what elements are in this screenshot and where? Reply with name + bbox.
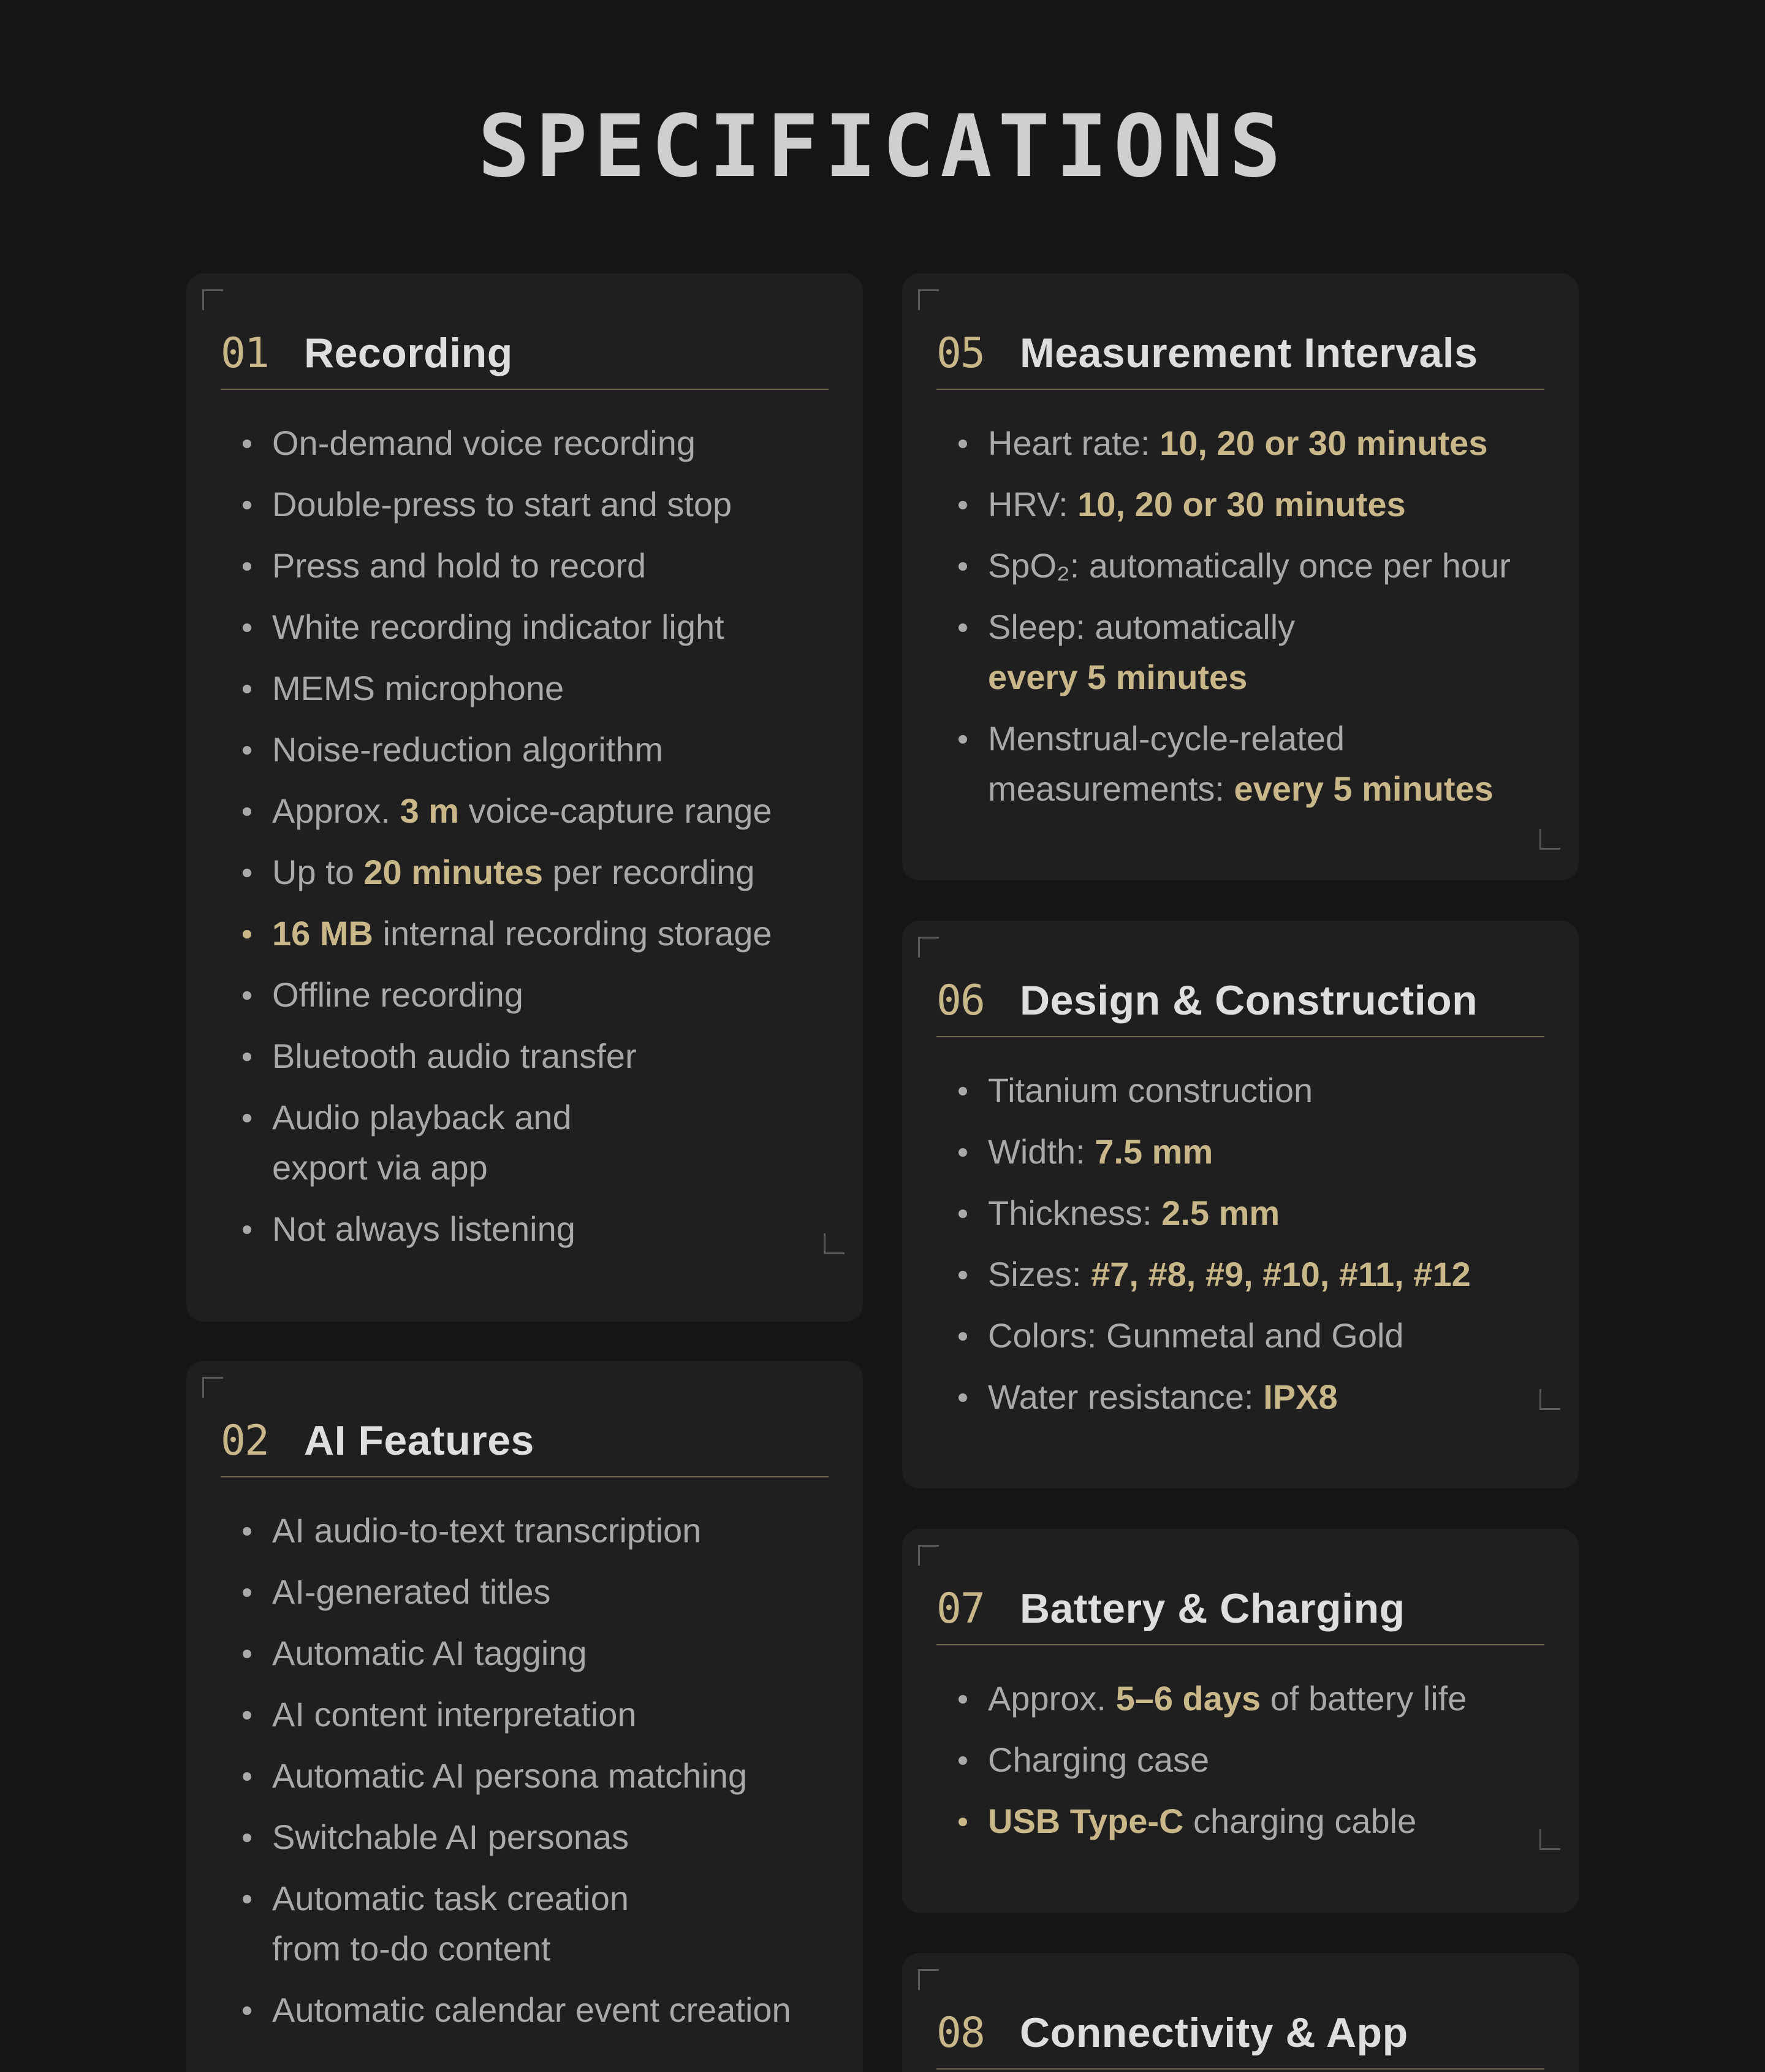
list-item: Colors: Gunmetal and Gold [954, 1311, 1560, 1361]
highlight-value: USB Type-C [988, 1802, 1184, 1840]
list-item: AI content interpretation [238, 1689, 845, 1740]
card-connectivity-app [902, 1953, 1579, 2072]
card-battery-charging [902, 1529, 1579, 1913]
list-item: Titanium construction [954, 1065, 1560, 1116]
section-title: Battery & Charging [1020, 1585, 1405, 1632]
list-item: 16 MB internal recording storage [238, 908, 845, 959]
page-title: SPECIFICATIONS [477, 97, 1288, 197]
section-number: 01 [221, 329, 268, 378]
spec-list [238, 1506, 845, 2046]
card-design-construction [902, 921, 1579, 1488]
highlight-value: 16 MB [272, 914, 373, 953]
spec-list [954, 418, 1560, 825]
card-measurement-intervals [902, 273, 1579, 880]
list-item: Audio playback and export via app [238, 1092, 845, 1193]
list-item: On-demand voice recording [238, 418, 845, 468]
list-item: Automatic task creation from to-do content [238, 1873, 845, 1974]
list-item: Automatic AI tagging [238, 1628, 845, 1678]
highlight-value: IPX8 [1263, 1377, 1338, 1416]
highlight-value: 2.5 mm [1161, 1194, 1280, 1232]
highlight-value: 5–6 days [1115, 1679, 1261, 1718]
list-item: Thickness: 2.5 mm [954, 1188, 1560, 1238]
card-header [221, 318, 829, 390]
highlight-value: 3 m [400, 791, 460, 830]
corner-mark-icon [918, 937, 939, 958]
corner-mark-icon [202, 1377, 223, 1398]
list-item: AI-generated titles [238, 1567, 845, 1617]
list-item: Bluetooth audio transfer [238, 1031, 845, 1081]
card-header [221, 1405, 829, 1477]
card-header [936, 318, 1544, 390]
card-header [936, 965, 1544, 1037]
list-item: Approx. 5–6 days of battery life [954, 1674, 1560, 1724]
corner-mark-icon [918, 1545, 939, 1566]
corner-mark-icon [918, 1969, 939, 1990]
list-item: Water resistance: IPX8 [954, 1372, 1560, 1422]
highlight-value: every 5 minutes [1234, 769, 1494, 808]
section-title: AI Features [304, 1417, 534, 1464]
list-item: AI audio-to-text transcription [238, 1506, 845, 1556]
highlight-value: 10, 20 or 30 minutes [1077, 485, 1406, 524]
list-item: SpO₂: automatically once per hour [954, 541, 1560, 591]
corner-mark-icon [1539, 829, 1560, 850]
highlight-value: 10, 20 or 30 minutes [1160, 424, 1488, 462]
list-item: Width: 7.5 mm [954, 1127, 1560, 1177]
highlight-value: every 5 minutes [988, 658, 1248, 696]
card-ai-features [186, 1361, 863, 2072]
list-item: HRV: 10, 20 or 30 minutes [954, 479, 1560, 530]
list-item: Charging case [954, 1735, 1560, 1785]
spec-list [954, 1065, 1560, 1433]
list-item: Noise-reduction algorithm [238, 725, 845, 775]
section-number: 06 [936, 976, 984, 1025]
card-recording [186, 273, 863, 1322]
section-number: 08 [936, 2008, 984, 2057]
card-header [936, 1573, 1544, 1645]
corner-mark-icon [918, 289, 939, 310]
list-item: Offline recording [238, 970, 845, 1020]
list-item: Double-press to start and stop [238, 479, 845, 530]
list-item: Approx. 3 m voice-capture range [238, 786, 845, 836]
list-item: White recording indicator light [238, 602, 845, 652]
spec-list [238, 418, 845, 1265]
list-item: Menstrual-cycle-related measurements: every 5 minutes [954, 714, 1560, 814]
spec-list [954, 1674, 1560, 1857]
card-header [936, 1997, 1544, 2070]
highlight-value: #7, #8, #9, #10, #11, #12 [1091, 1255, 1471, 1293]
highlight-value: 20 minutes [363, 853, 543, 891]
list-item: Switchable AI personas [238, 1812, 845, 1862]
section-number: 02 [221, 1416, 268, 1465]
section-number: 07 [936, 1584, 984, 1633]
list-item: Automatic AI persona matching [238, 1751, 845, 1801]
list-item: MEMS microphone [238, 663, 845, 714]
list-item: USB Type-C charging cable [954, 1796, 1560, 1846]
section-title: Recording [304, 330, 513, 376]
list-item: Press and hold to record [238, 541, 845, 591]
corner-mark-icon [202, 289, 223, 310]
list-item: Not always listening [238, 1204, 845, 1254]
list-item: Up to 20 minutes per recording [238, 847, 845, 897]
list-item: Automatic calendar event creation [238, 1985, 845, 2035]
list-item: Heart rate: 10, 20 or 30 minutes [954, 418, 1560, 468]
list-item: Sleep: automatically every 5 minutes [954, 602, 1560, 703]
section-number: 05 [936, 329, 984, 378]
list-item: Sizes: #7, #8, #9, #10, #11, #12 [954, 1249, 1560, 1300]
section-title: Design & Construction [1020, 977, 1478, 1024]
section-title: Connectivity & App [1020, 2009, 1408, 2056]
highlight-value: 7.5 mm [1095, 1132, 1213, 1171]
section-title: Measurement Intervals [1020, 330, 1478, 376]
